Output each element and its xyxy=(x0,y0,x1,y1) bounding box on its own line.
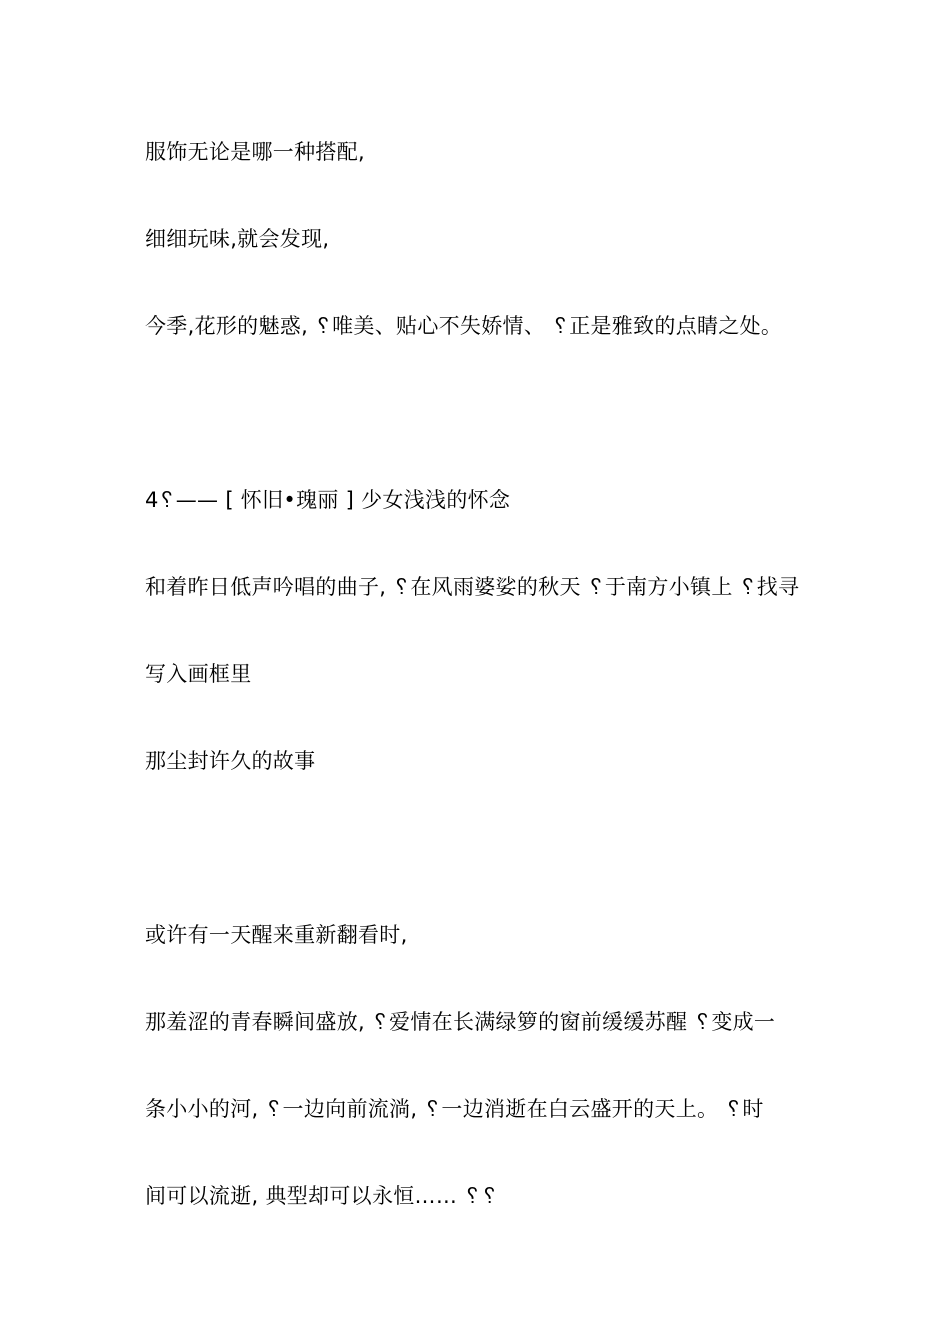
text-line: 间可以流逝, 典型却可以永恒…… ␦␦ xyxy=(145,1184,499,1208)
text-line: 今季,花形的魅惑, ␦唯美、贴心不失娇情、 ␦正是雅致的点睛之处。 xyxy=(145,314,783,338)
text-line: 那羞涩的青春瞬间盛放, ␦爱情在长满绿箩的窗前缓缓苏醒 ␦变成一 xyxy=(145,1010,776,1034)
text-line: 条小小的河, ␦一边向前流淌, ␦一边消逝在白云盛开的天上。 ␦时 xyxy=(145,1097,764,1121)
text-line: 或许有一天醒来重新翻看时, xyxy=(145,923,408,947)
text-line: 和着昨日低声吟唱的曲子, ␦在风雨婆娑的秋天 ␦于南方小镇上 ␦找寻 xyxy=(145,575,800,599)
text-line: 服饰无论是哪一种搭配, xyxy=(145,140,365,164)
text-line: 写入画框里 xyxy=(145,662,252,686)
section-heading: 4␦—— [ 怀旧•瑰丽 ] 少女浅浅的怀念 xyxy=(145,488,511,512)
text-line: 那尘封许久的故事 xyxy=(145,749,316,773)
text-line: 细细玩味,就会发现, xyxy=(145,227,330,251)
